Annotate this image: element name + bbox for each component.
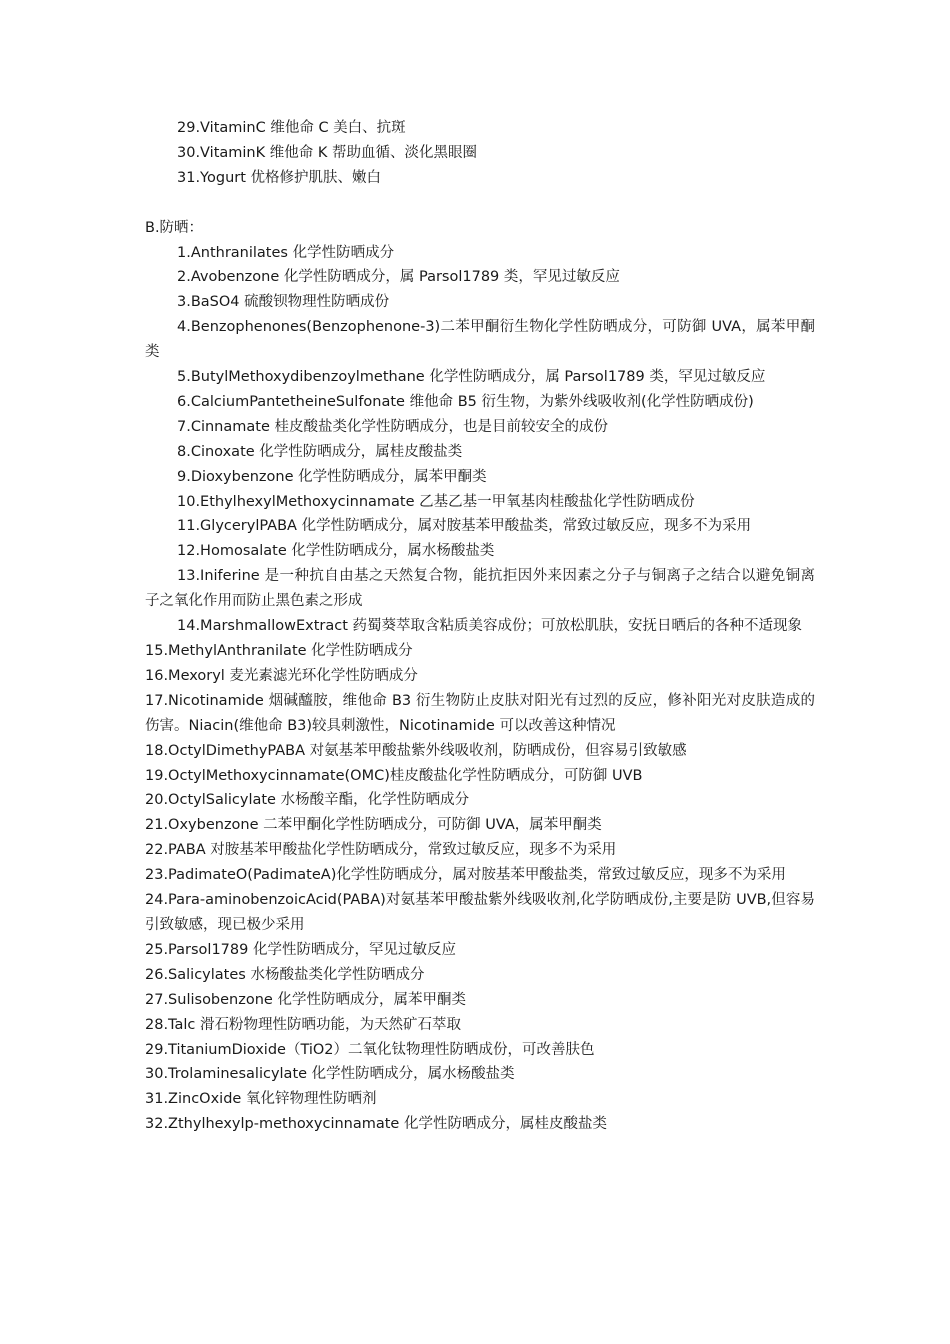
- document-body: [145, 116, 815, 1137]
- list-item-b-30: 30.Trolaminesalicylate 化学性防晒成分，属水杨酸盐类: [145, 1066, 515, 1083]
- list-item-b-16: 16.Mexoryl 麦光素滤光环化学性防晒成分: [145, 667, 418, 684]
- list-item-b-15: 15.MethylAnthranilate 化学性防晒成分: [145, 643, 413, 660]
- list-item-b-3: 3.BaSO4 硫酸钡物理性防晒成份: [177, 294, 390, 311]
- list-item-b-31: 31.ZincOxide 氧化锌物理性防晒剂: [145, 1091, 377, 1108]
- list-item-b-28: 28.Talc 滑石粉物理性防晒功能，为天然矿石萃取: [145, 1016, 462, 1033]
- list-item-b-21: 21.Oxybenzone 二苯甲酮化学性防晒成分，可防御 UVA，属苯甲酮类: [145, 817, 602, 834]
- list-item-b-22: 22.PABA 对胺基苯甲酸盐化学性防晒成分，常致过敏反应，现多不为采用: [145, 842, 617, 859]
- list-item-a-30: 30.VitaminK 维他命 K 帮助血循、淡化黑眼圈: [177, 144, 477, 161]
- list-item-b-26: 26.Salicylates 水杨酸盐类化学性防晒成分: [145, 966, 425, 983]
- list-item-b-8: 8.Cinoxate 化学性防晒成分，属桂皮酸盐类: [177, 443, 463, 460]
- list-item-b-18: 18.OctylDimethyPABA 对氨基苯甲酸盐紫外线吸收剂，防晒成份，但容易引致敏感: [145, 742, 687, 759]
- list-item-b-5: 5.ButylMethoxydibenzoylmethane 化学性防晒成分，属 Parsol1789 类，罕见过敏反应: [177, 369, 766, 386]
- list-item-b-20: 20.OctylSalicylate 水杨酸辛酯，化学性防晒成分: [145, 792, 470, 809]
- paragraph-gap: [145, 191, 815, 216]
- list-item-b-24: 24.Para-aminobenzoicAcid(PABA)对氨基苯甲酸盐紫外线吸收剂,化学防晒成份,主要是防 UVB,但容易引致敏感，现已极少采用: [145, 892, 815, 933]
- list-item-b-17: 17.Nicotinamide 烟碱醯胺，维他命 B3 衍生物防止皮肤对阳光有过烈的反应，修补阳光对皮肤造成的伤害。Niacin(维他命 B3)较具刺激性，Nicotinamide 可以改善这种情况: [145, 692, 815, 734]
- list-item-b-23: 23.PadimateO(PadimateA)化学性防晒成分，属对胺基苯甲酸盐类，常致过敏反应，现多不为采用: [145, 867, 786, 884]
- list-item-b-11: 11.GlycerylPABA 化学性防晒成分，属对胺基苯甲酸盐类，常致过敏反应，现多不为采用: [177, 518, 752, 535]
- list-item-b-32: 32.Zthylhexylp-methoxycinnamate 化学性防晒成分，属桂皮酸盐类: [145, 1116, 607, 1133]
- list-item-b-29: 29.TitaniumDioxide（TiO2）二氧化钛物理性防晒成份，可改善肤色: [145, 1041, 595, 1058]
- list-item-b-12: 12.Homosalate 化学性防晒成分，属水杨酸盐类: [177, 543, 495, 560]
- list-item-b-7: 7.Cinnamate 桂皮酸盐类化学性防晒成分，也是目前较安全的成份: [177, 418, 608, 435]
- list-item-b-6: 6.CalciumPantetheineSulfonate 维他命 B5 衍生物，为紫外线吸收剂(化学性防晒成份): [177, 393, 754, 410]
- list-item-b-25: 25.Parsol1789 化学性防晒成分，罕见过敏反应: [145, 941, 456, 958]
- list-item-b-19: 19.OctylMethoxycinnamate(OMC)桂皮酸盐化学性防晒成分，可防御 UVB: [145, 767, 643, 784]
- list-item-a-29: 29.VitaminC 维他命 C 美白、抗斑: [177, 120, 406, 136]
- list-item-b-1: 1.Anthranilates 化学性防晒成分: [177, 244, 395, 261]
- list-item-b-14: 14.MarshmallowExtract 药蜀葵萃取含粘质美容成份；可放松肌肤，安抚日晒后的各种不适现象: [177, 618, 802, 635]
- list-item-b-2: 2.Avobenzone 化学性防晒成分，属 Parsol1789 类，罕见过敏反应: [177, 269, 620, 286]
- list-item-b-13: 13.Iniferine 是一种抗自由基之天然复合物，能抗拒因外来因素之分子与铜离子之结合以避免铜离子之氧化作用而防止黑色素之形成: [145, 568, 815, 610]
- list-item-b-9: 9.Dioxybenzone 化学性防晒成分，属苯甲酮类: [177, 468, 487, 485]
- list-item-b-10: 10.EthylhexylMethoxycinnamate 乙基乙基一甲氧基肉桂酸盐化学性防晒成份: [177, 493, 695, 510]
- section-b-heading: B.防晒：: [145, 219, 204, 236]
- list-item-b-27: 27.Sulisobenzone 化学性防晒成分，属苯甲酮类: [145, 991, 466, 1008]
- list-item-b-4: 4.Benzophenones(Benzophenone-3)二苯甲酮衍生物化学性防晒成分，可防御 UVA，属苯甲酮类: [145, 319, 815, 361]
- list-item-a-31: 31.Yogurt 优格修护肌肤、嫩白: [177, 169, 382, 186]
